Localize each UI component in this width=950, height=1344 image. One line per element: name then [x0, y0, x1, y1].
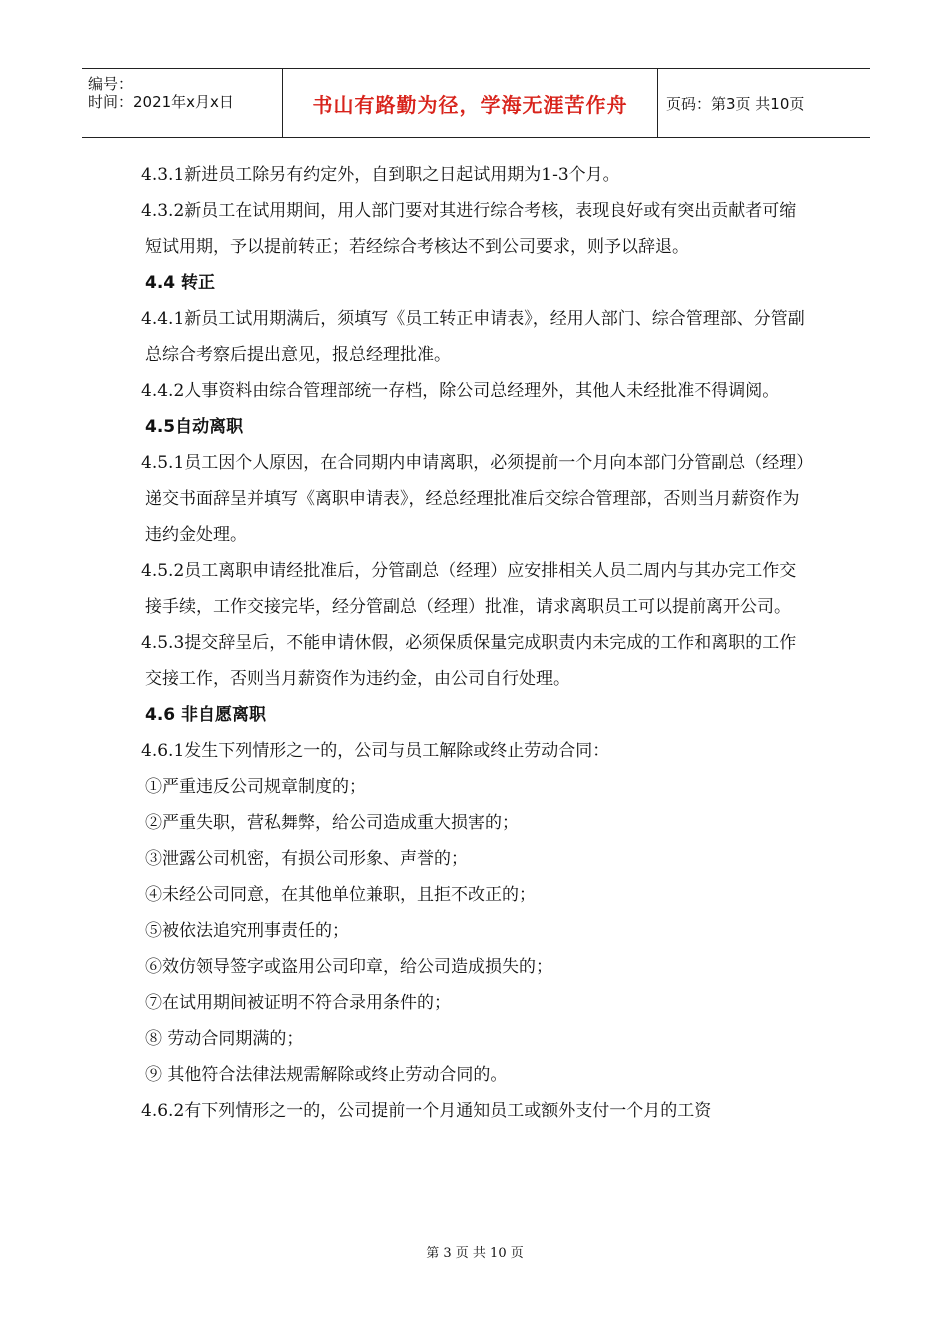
header-meta	[82, 69, 283, 137]
list-item: ④未经公司同意，在其他单位兼职，且拒不改正的；	[145, 885, 536, 905]
header-motto-cell	[283, 69, 658, 137]
paragraph: 4.3.1新进员工除另有约定外，自到职之日起试用期为1-3个月。	[141, 165, 620, 185]
list-item: ②严重失职，营私舞弊，给公司造成重大损害的；	[145, 813, 519, 833]
header-page-cell	[658, 69, 870, 137]
document-date: 时间：2021年x月x日	[88, 93, 234, 111]
section-heading: 4.6 非自愿离职	[145, 705, 267, 725]
list-item: ⑥效仿领导签字或盗用公司印章，给公司造成损失的；	[145, 957, 553, 977]
page-footer: 第 3 页 共 10 页	[426, 1246, 524, 1261]
list-item: ⑦在试用期间被证明不符合录用条件的；	[145, 993, 451, 1013]
paragraph: 4.4.1新员工试用期满后，须填写《员工转正申请表》，经用人部门、综合管理部、分管副总综合考察后提出意见，报总经理批准。	[141, 309, 805, 365]
section-heading: 4.5自动离职	[145, 417, 244, 437]
header-motto: 书山有路勤为径，学海无涯苦作舟	[312, 92, 628, 117]
paragraph: 4.5.3提交辞呈后，不能申请休假，必须保质保量完成职责内未完成的工作和离职的工作交接工作，否则当月薪资作为违约金，由公司自行处理。	[141, 633, 797, 689]
paragraph: 4.6.1发生下列情形之一的，公司与员工解除或终止劳动合同：	[141, 741, 610, 761]
header-page-info: 页码：第3页 共10页	[666, 94, 805, 113]
list-item: ⑨ 其他符合法律法规需解除或终止劳动合同的。	[145, 1065, 508, 1085]
paragraph: 4.3.2新员工在试用期间，用人部门要对其进行综合考核，表现良好或有突出贡献者可缩短试用期，予以提前转正；若经综合考核达不到公司要求，则予以辞退。	[141, 201, 797, 257]
list-item: ⑤被依法追究刑事责任的；	[145, 921, 349, 941]
section-heading: 4.4 转正	[145, 273, 216, 293]
list-item: ⑧ 劳动合同期满的；	[145, 1029, 304, 1049]
paragraph: 4.6.2有下列情形之一的，公司提前一个月通知员工或额外支付一个月的工资	[141, 1101, 712, 1121]
document-body	[141, 157, 810, 1129]
paragraph: 4.4.2人事资料由综合管理部统一存档，除公司总经理外，其他人未经批准不得调阅。	[141, 381, 780, 401]
paragraph: 4.5.1员工因个人原因，在合同期内申请离职，必须提前一个月向本部门分管副总（经理）递交书面辞呈并填写《离职申请表》，经总经理批准后交综合管理部，否则当月薪资作为违约金处理。	[141, 453, 805, 545]
page-header	[82, 68, 870, 138]
document-number: 编号：	[88, 75, 134, 93]
list-item: ③泄露公司机密，有损公司形象、声誉的；	[145, 849, 468, 869]
list-item: ①严重违反公司规章制度的；	[145, 777, 366, 797]
paragraph: 4.5.2员工离职申请经批准后，分管副总（经理）应安排相关人员二周内与其办完工作交接手续，工作交接完毕，经分管副总（经理）批准，请求离职员工可以提前离开公司。	[141, 561, 797, 617]
